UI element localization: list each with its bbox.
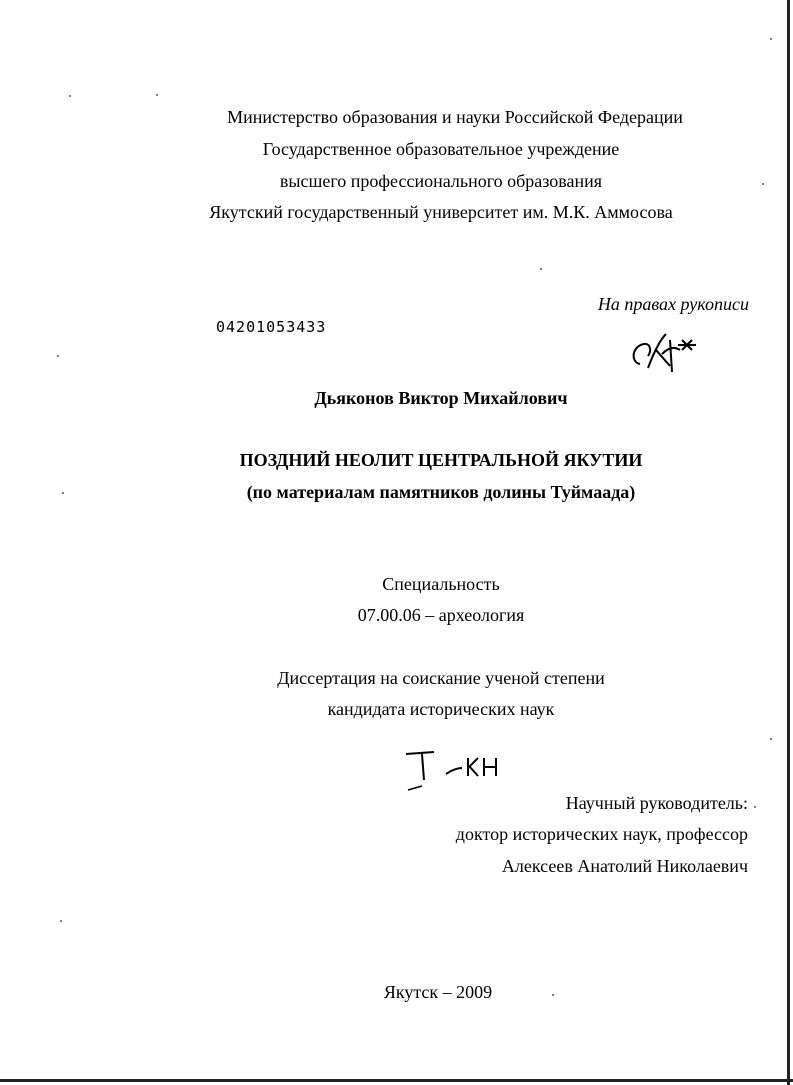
scan-speck — [770, 738, 772, 740]
city-year: Якутск – 2009 — [383, 982, 493, 1002]
scan-speck — [62, 492, 64, 494]
handwritten-note — [400, 746, 510, 796]
supervisor-degree: доктор исторических наук, профессор — [455, 824, 748, 844]
scan-speck — [60, 920, 62, 922]
scan-speck — [540, 268, 542, 270]
education-level-line: высшего профессионального образования — [279, 171, 603, 191]
scan-speck — [57, 355, 59, 357]
degree-line-1: Диссертация на соискание ученой степени — [277, 668, 605, 688]
scan-speck — [762, 183, 764, 185]
dissertation-subtitle: (по материалам памятников долины Туймаада) — [246, 482, 636, 502]
scan-edge-right — [787, 0, 790, 1085]
rights-note: На правах рукописи — [597, 294, 749, 314]
scan-speck — [770, 38, 772, 40]
scan-edge-bottom — [0, 1079, 793, 1082]
dissertation-title: ПОЗДНИЙ НЕОЛИТ ЦЕНТРАЛЬНОЙ ЯКУТИИ — [239, 450, 643, 470]
institution-type-line: Государственное образовательное учреждение — [262, 139, 620, 159]
catalog-number: 04201053433 — [216, 318, 327, 336]
degree-line-2: кандидата исторических наук — [327, 699, 555, 719]
author-signature-image — [626, 328, 706, 378]
ministry-line: Министерство образования и науки Российской Федерации — [227, 107, 683, 127]
specialty-code: 07.00.06 – археология — [357, 605, 525, 625]
university-line: Якутский государственный университет им. М.К. Аммосова — [209, 202, 673, 222]
specialty-label: Специальность — [382, 574, 500, 594]
supervisor-label: Научный руководитель: — [565, 793, 748, 813]
scan-speck — [69, 95, 71, 97]
author-name: Дьяконов Виктор Михайлович — [314, 388, 568, 408]
scan-speck — [552, 994, 554, 996]
supervisor-name: Алексеев Анатолий Николаевич — [501, 856, 748, 876]
scan-speck — [754, 806, 756, 808]
scan-speck — [156, 94, 158, 96]
